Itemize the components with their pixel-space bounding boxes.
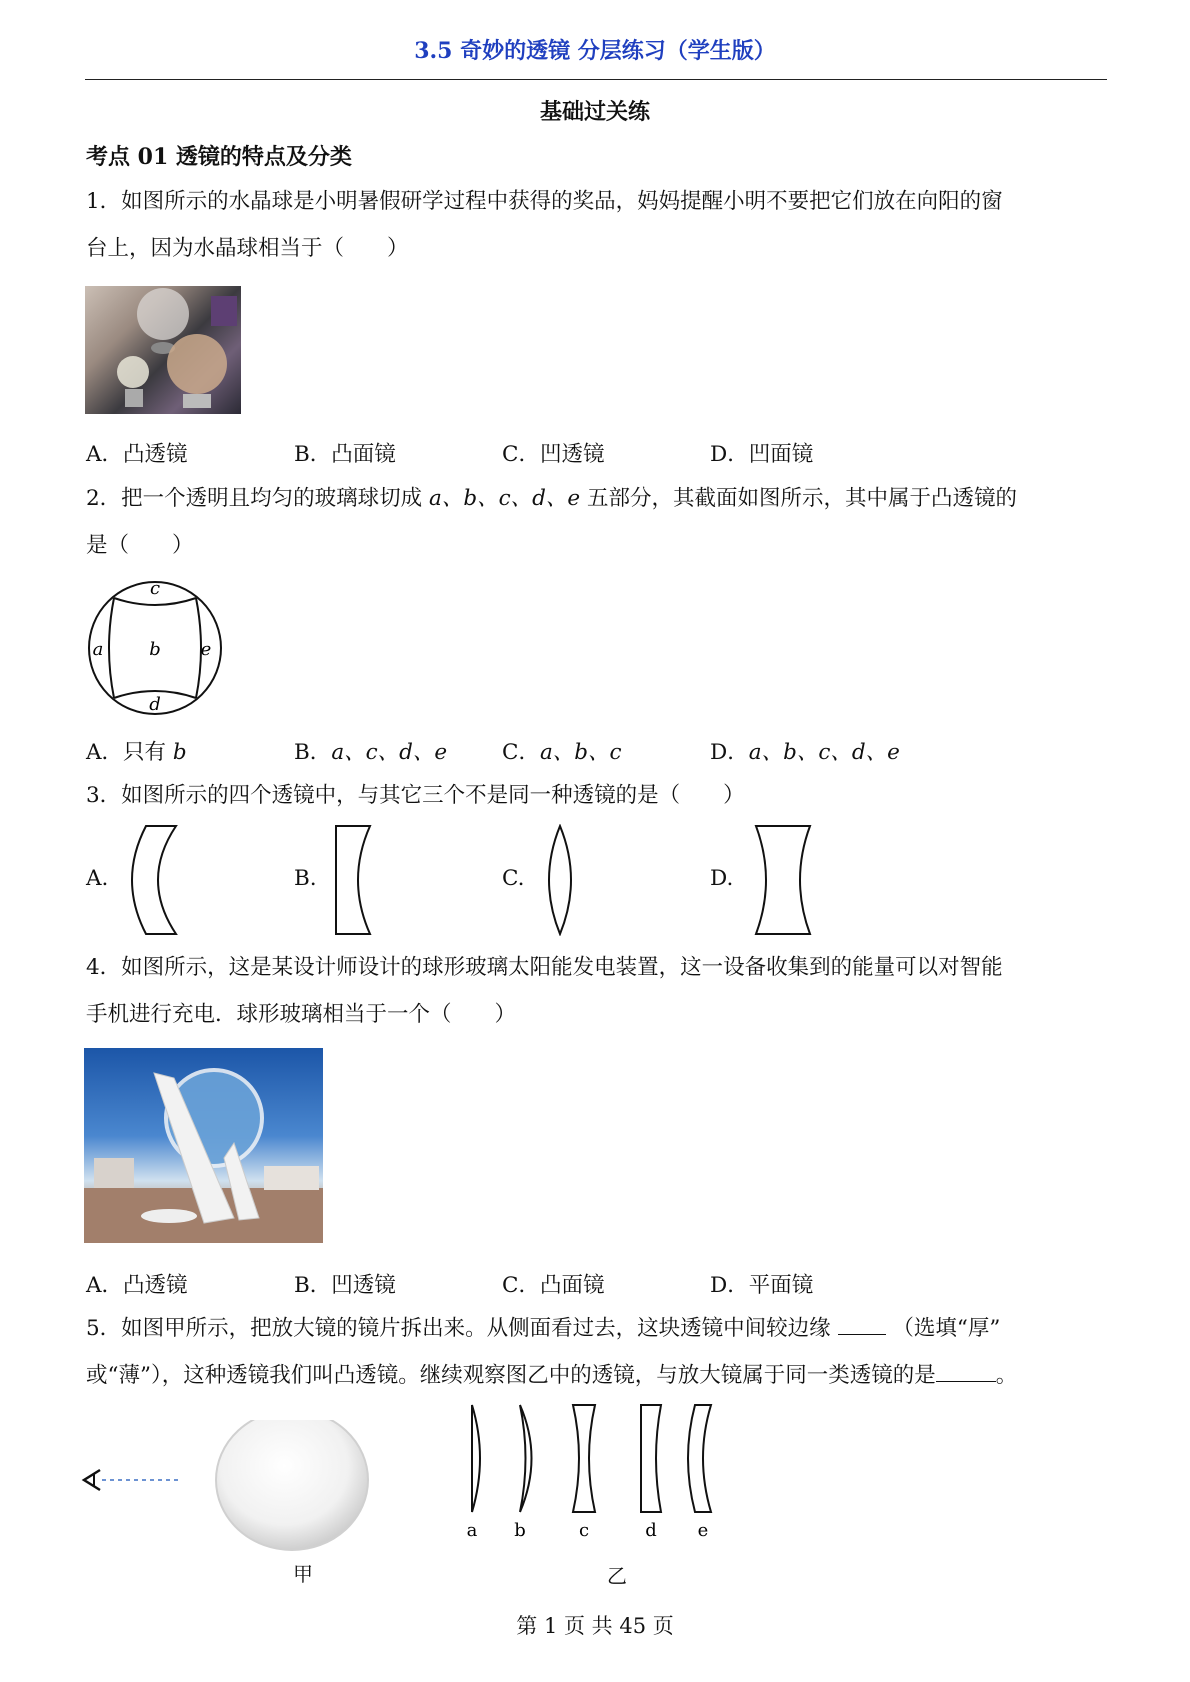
lens-b-plano-concave	[334, 824, 376, 936]
q2-option-d-prefix: D．	[710, 740, 749, 765]
lens-yi-a	[472, 1405, 480, 1512]
q1-option-a[interactable]: A．凸透镜	[86, 442, 188, 467]
q5-line1	[86, 1305, 1111, 1352]
q1-line1: 1．如图所示的水晶球是小明暑假研学过程中获得的奖品，妈妈提醒小明不要把它们放在向阳的窗	[86, 189, 1003, 214]
q4-line1: 4．如图所示，这是某设计师设计的球形玻璃太阳能发电装置，这一设备收集到的能量可以对智能	[86, 955, 1003, 980]
q2-option-c[interactable]	[502, 735, 622, 766]
q2-option-b-vars: a、c、d、e	[331, 740, 448, 765]
q1-options	[86, 437, 1111, 469]
q4-option-a[interactable]: A．凸透镜	[86, 1273, 188, 1298]
header-rule	[85, 79, 1107, 80]
lens-label-b: b	[514, 1520, 526, 1540]
q3-line1: 3．如图所示的四个透镜中，与其它三个不是同一种透镜的是（ ）	[86, 783, 745, 808]
lens-a-meniscus	[126, 824, 184, 936]
label-d: d	[149, 694, 161, 715]
lens-yi-e	[688, 1405, 711, 1512]
question-2	[86, 475, 1111, 569]
q2-option-c-vars: a、b、c	[539, 740, 622, 765]
eye-icon	[84, 1470, 100, 1490]
lens-yi-c	[573, 1405, 595, 1512]
lens-label-a: a	[466, 1520, 478, 1540]
q4-options	[86, 1268, 1111, 1300]
q4-option-c[interactable]: C．凸面镜	[502, 1273, 605, 1298]
q2-line2: 是（ ）	[86, 533, 194, 558]
q1-line2: 台上，因为水晶球相当于（ ）	[86, 236, 409, 261]
figure-yi-lenses	[455, 1400, 735, 1540]
q4-option-d[interactable]: D．平面镜	[710, 1273, 814, 1298]
q2-option-a[interactable]	[86, 735, 187, 766]
lens-label-e: e	[697, 1520, 709, 1540]
label-b: b	[149, 639, 161, 660]
label-e: e	[200, 639, 212, 660]
q5-line1-post: （选填“厚”	[892, 1316, 1001, 1341]
q2-option-a-prefix: A．只有	[86, 740, 173, 765]
question-3	[86, 772, 1111, 819]
q5-blank-1[interactable]	[838, 1316, 886, 1335]
page-title: 3.5 奇妙的透镜 分层练习（学生版）	[414, 38, 776, 64]
lens-c-biconvex	[542, 824, 578, 936]
question-4	[86, 944, 1111, 1038]
figure-jia	[80, 1420, 380, 1560]
label-a: a	[92, 639, 104, 660]
q5-line2-pre: 或“薄”），这种透镜我们叫凸透镜。继续观察图乙中的透镜，与放大镜属于同一类透镜的是	[86, 1363, 936, 1388]
section-title: 基础过关练	[539, 99, 650, 125]
magnifier-lens	[216, 1420, 368, 1550]
q3-label-d[interactable]: D.	[710, 866, 734, 891]
q2-line1	[86, 475, 1111, 522]
label-yi: 乙	[607, 1564, 627, 1588]
solar-glass-sphere-photo	[84, 1048, 323, 1243]
q3-label-a[interactable]: A.	[86, 866, 109, 891]
q2-option-c-prefix: C．	[502, 740, 540, 765]
label-jia: 甲	[293, 1562, 313, 1586]
q2-options	[86, 735, 1111, 767]
q1-option-c[interactable]: C．凹透镜	[502, 442, 605, 467]
lens-d-biconcave	[752, 824, 814, 936]
question-1	[86, 178, 1111, 272]
page-footer: 第 1 页 共 45 页	[516, 1614, 674, 1638]
q1-option-b[interactable]: B．凸面镜	[294, 442, 396, 467]
crystal-ball-photo	[85, 286, 241, 414]
lens-yi-d	[641, 1405, 661, 1512]
lens-label-c: c	[578, 1520, 590, 1540]
q5-line1-pre: 5．如图甲所示，把放大镜的镜片拆出来。从侧面看过去，这块透镜中间较边缘	[86, 1316, 838, 1341]
q2-option-d-vars: a、b、c、d、e	[748, 740, 900, 765]
label-c: c	[149, 578, 161, 599]
lens-label-d: d	[645, 1520, 657, 1540]
q5-line2	[86, 1352, 1111, 1399]
q4-line2: 手机进行充电．球形玻璃相当于一个（ ）	[86, 1002, 517, 1027]
question-5	[86, 1305, 1111, 1399]
lens-yi-b	[520, 1405, 532, 1512]
q2-option-b[interactable]	[294, 735, 447, 766]
q5-blank-2[interactable]	[936, 1363, 996, 1382]
q5-line2-post: 。	[995, 1363, 1018, 1388]
q2-option-b-prefix: B．	[294, 740, 332, 765]
q3-label-c[interactable]: C.	[502, 866, 525, 891]
kaodian-heading: 考点 01 透镜的特点及分类	[86, 144, 352, 170]
glass-ball-cross-section	[84, 578, 226, 718]
q2-option-d[interactable]	[710, 735, 900, 766]
q2-line1-vars: a、b、c、d、e	[429, 486, 581, 511]
q4-option-b[interactable]: B．凹透镜	[294, 1273, 396, 1298]
q3-label-b[interactable]: B.	[294, 866, 317, 891]
q2-line1-pre: 2．把一个透明且均匀的玻璃球切成	[86, 486, 430, 511]
q2-option-a-vars: b	[172, 740, 187, 765]
q1-option-d[interactable]: D．凹面镜	[710, 442, 814, 467]
q2-line1-post: 五部分，其截面如图所示，其中属于凸透镜的	[580, 486, 1017, 511]
